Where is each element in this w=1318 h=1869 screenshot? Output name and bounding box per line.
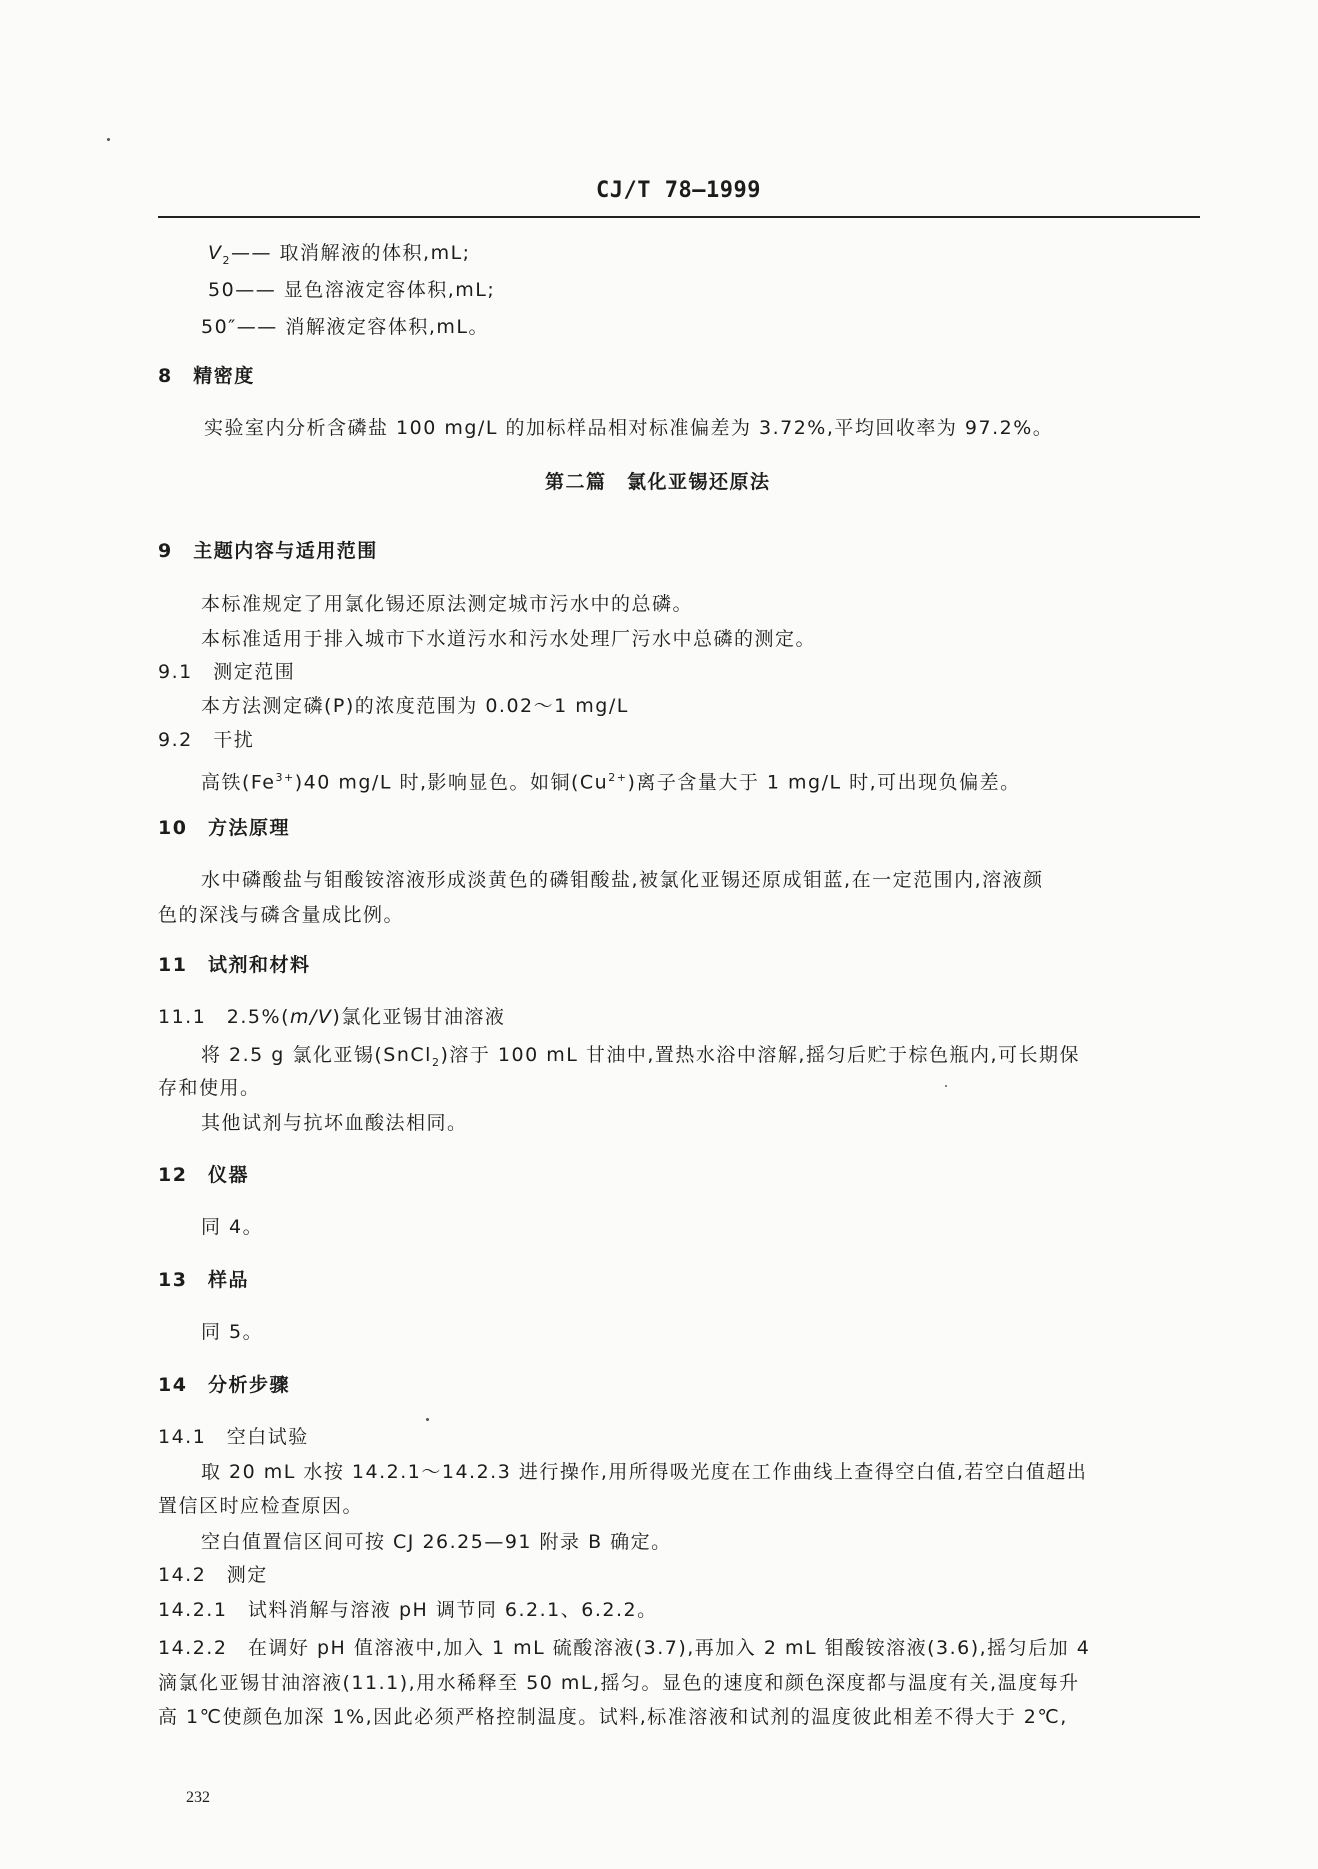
section-11-1-line-2: 存和使用。 [158, 1077, 261, 1099]
section-9-text-2: 本标准适用于排入城市下水道污水和污水处理厂污水中总磷的测定。 [201, 628, 817, 650]
section-9-1-text: 本方法测定磷(P)的浓度范围为 0.02～1 mg/L [201, 695, 629, 717]
section-11-1-heading [158, 1005, 505, 1029]
def-v2-subscript: 2 [222, 253, 231, 267]
s92-part-a: 高铁(Fe [201, 771, 276, 794]
cu-charge: 2+ [608, 771, 628, 784]
section-10-heading: 10 方法原理 [158, 817, 290, 839]
section-10-line-1: 水中磷酸盐与钼酸铵溶液形成淡黄色的磷钼酸盐,被氯化亚锡还原成钼蓝,在一定范围内,溶液颜 [201, 869, 1044, 891]
section-10-line-2: 色的深浅与磷含量成比例。 [158, 904, 405, 926]
section-14-1-heading: 14.1 空白试验 [158, 1426, 309, 1448]
section-9-1-heading: 9.1 测定范围 [158, 661, 296, 683]
page-number: 232 [186, 1789, 210, 1806]
def-50pp-text: —— 消解液定容体积,mL。 [236, 316, 489, 338]
section-14-2-2-line-3: 高 1℃使颜色加深 1%,因此必须严格控制温度。试料,标准溶液和试剂的温度彼此相差不得大于 2℃, [158, 1706, 1068, 1728]
def-50-text: —— 显色溶液定容体积,mL; [235, 279, 496, 301]
section-9-2-heading: 9.2 干扰 [158, 729, 255, 751]
scan-speck [426, 1418, 429, 1421]
def-v2-text: —— 取消解液的体积,mL; [231, 242, 471, 264]
scan-speck [107, 138, 110, 141]
s111-part-b: )氯化亚锡甘油溶液 [332, 1006, 506, 1028]
section-13-heading: 13 样品 [158, 1269, 249, 1291]
section-12-heading: 12 仪器 [158, 1164, 249, 1186]
section-9-heading: 9 主题内容与适用范围 [158, 540, 378, 562]
def-50 [208, 278, 495, 302]
section-14-2-2-line-1: 14.2.2 在调好 pH 值溶液中,加入 1 mL 硫酸溶液(3.7),再加入 2 mL 钼酸铵溶液(3.6),摇匀后加 4 [158, 1637, 1091, 1659]
standard-code-header: CJ/T 78—1999 [596, 178, 761, 203]
section-11-1-line-3: 其他试剂与抗坏血酸法相同。 [201, 1112, 468, 1134]
s111-l1-b: )溶于 100 mL 甘油中,置热水浴中溶解,摇匀后贮于棕色瓶内,可长期保 [440, 1044, 1080, 1066]
def-50-symbol: 50 [208, 279, 236, 301]
part-2-title: 第二篇 氯化亚锡还原法 [545, 471, 771, 493]
section-14-2-1: 14.2.1 试料消解与溶液 pH 调节同 6.2.1、6.2.2。 [158, 1599, 658, 1621]
section-14-1-line-2: 置信区时应检查原因。 [158, 1495, 364, 1517]
section-14-heading: 14 分析步骤 [158, 1374, 290, 1396]
section-14-1-line-3: 空白值置信区间可按 CJ 26.25—91 附录 B 确定。 [201, 1531, 672, 1553]
s111-italic: m/V [290, 1006, 333, 1028]
s92-part-b: )40 mg/L 时,影响显色。如铜(Cu [294, 771, 609, 794]
section-11-heading: 11 试剂和材料 [158, 954, 311, 976]
s92-part-c: )离子含量大于 1 mg/L 时,可出现负偏差。 [627, 771, 1021, 794]
section-9-text-1: 本标准规定了用氯化锡还原法测定城市污水中的总磷。 [201, 593, 694, 615]
section-8-text: 实验室内分析含磷盐 100 mg/L 的加标样品相对标准偏差为 3.72%,平均回收率为 97.2%。 [204, 417, 1054, 439]
fe-charge: 3+ [275, 771, 295, 784]
section-12-text: 同 4。 [201, 1216, 264, 1238]
section-14-2-heading: 14.2 测定 [158, 1564, 268, 1586]
section-13-text: 同 5。 [201, 1321, 264, 1343]
section-9-2-text [201, 766, 1021, 794]
sncl2-subscript: 2 [431, 1055, 441, 1069]
s111-l1-a: 将 2.5 g 氯化亚锡(SnCl [201, 1044, 432, 1066]
s111-part-a: 11.1 2.5%( [158, 1006, 290, 1028]
section-14-1-line-1: 取 20 mL 水按 14.2.1～14.2.3 进行操作,用所得吸光度在工作曲线上查得空白值,若空白值超出 [201, 1461, 1088, 1483]
scan-speck [945, 1085, 947, 1087]
def-v2 [208, 241, 471, 273]
def-50pp-symbol: 50″ [201, 316, 237, 338]
def-v2-symbol: V [208, 242, 223, 264]
def-50pp [201, 315, 489, 339]
section-8-heading: 8 精密度 [158, 365, 255, 387]
header-rule [158, 216, 1200, 218]
section-14-2-2-line-2: 滴氯化亚锡甘油溶液(11.1),用水稀释至 50 mL,摇匀。显色的速度和颜色深度都与温度有关,温度每升 [158, 1672, 1080, 1694]
section-11-1-line-1 [201, 1043, 1080, 1075]
